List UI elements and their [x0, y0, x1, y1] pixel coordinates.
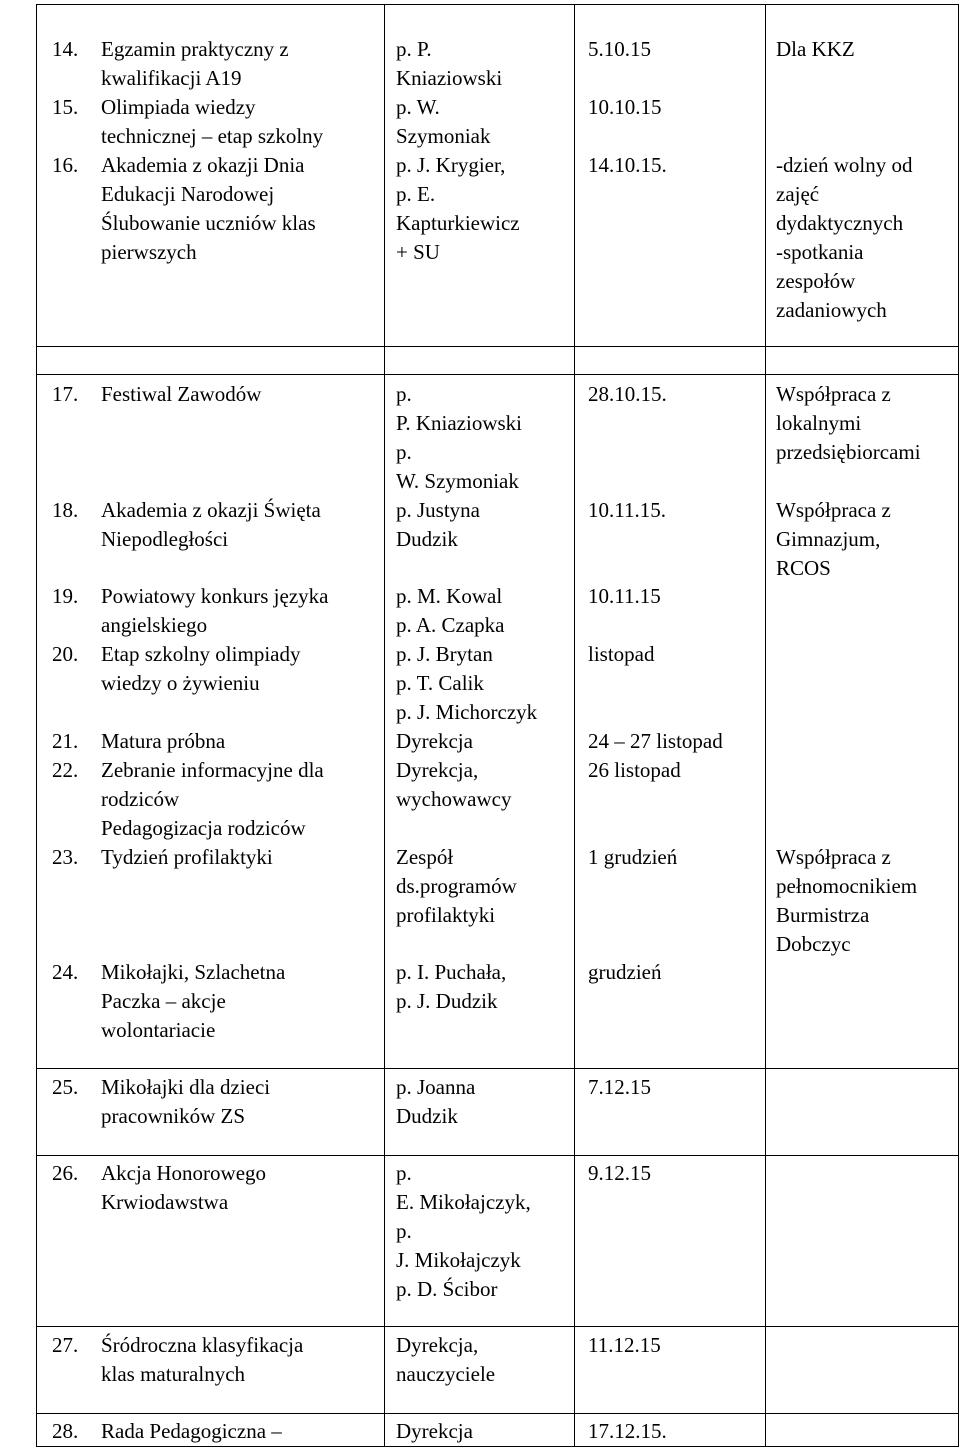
row-number: 21.	[52, 729, 79, 753]
event-note: -dzień wolny od zajęć dydaktycznych -spotkania zespołów zadaniowych	[776, 153, 913, 322]
row-divider	[36, 1068, 958, 1069]
row-divider	[36, 1446, 958, 1447]
event-name: Rada Pedagogiczna –	[101, 1419, 282, 1443]
event-date: 7.12.15	[588, 1075, 651, 1099]
row-number: 17.	[52, 382, 79, 406]
event-date: grudzień	[588, 960, 662, 984]
event-date: 17.12.15.	[588, 1419, 667, 1443]
row-number: 23.	[52, 845, 79, 869]
row-divider	[36, 1413, 958, 1414]
event-date: 10.11.15.	[588, 498, 666, 522]
responsible-person: p. M. Kowal p. A. Czapka	[396, 584, 505, 637]
event-date: 26 listopad	[588, 758, 681, 782]
event-name: Tydzień profilaktyki	[101, 845, 273, 869]
row-divider	[36, 1326, 958, 1327]
row-number: 16.	[52, 153, 79, 177]
responsible-person: p. Justyna Dudzik	[396, 498, 480, 551]
event-date: 9.12.15	[588, 1161, 651, 1185]
event-date: 10.11.15	[588, 584, 661, 608]
event-name: Powiatowy konkurs języka angielskiego	[101, 584, 329, 637]
event-date: 24 – 27 listopad	[588, 729, 723, 753]
row-number: 20.	[52, 642, 79, 666]
event-note: Współpraca z Gimnazjum, RCOS	[776, 498, 891, 580]
event-name: Mikołajki, Szlachetna Paczka – akcje wolontariacie	[101, 960, 286, 1042]
column-divider	[765, 4, 766, 1447]
row-number: 19.	[52, 584, 79, 608]
row-divider	[36, 374, 958, 375]
event-name: Olimpiada wiedzy technicznej – etap szkolny	[101, 95, 324, 148]
event-name: Akcja Honorowego Krwiodawstwa	[101, 1161, 267, 1214]
event-date: 28.10.15.	[588, 382, 667, 406]
event-name: Akademia z okazji Święta Niepodległości	[101, 498, 321, 551]
responsible-person: p. P. Kniaziowski p. W. Szymoniak	[396, 382, 522, 493]
responsible-person: p. Joanna Dudzik	[396, 1075, 476, 1128]
row-number: 26.	[52, 1161, 79, 1185]
event-name: Zebranie informacyjne dla rodziców Pedagogizacja rodziców	[101, 758, 324, 840]
responsible-person: p. W. Szymoniak	[396, 95, 491, 148]
event-name: Etap szkolny olimpiady wiedzy o żywieniu	[101, 642, 301, 695]
row-number: 18.	[52, 498, 79, 522]
event-date: 11.12.15	[588, 1333, 661, 1357]
event-name: Matura próbna	[101, 729, 226, 753]
row-divider	[36, 1155, 958, 1156]
responsible-person: p. J. Brytan p. T. Calik p. J. Michorczyk	[396, 642, 538, 724]
row-number: 28.	[52, 1419, 79, 1443]
responsible-person: Dyrekcja, wychowawcy	[396, 758, 512, 811]
responsible-person: p. I. Puchała, p. J. Dudzik	[396, 960, 507, 1013]
responsible-person: Dyrekcja	[396, 729, 473, 753]
event-date: 1 grudzień	[588, 845, 678, 869]
event-date: 5.10.15	[588, 37, 651, 61]
row-number: 14.	[52, 37, 79, 61]
row-number: 22.	[52, 758, 79, 782]
column-divider	[36, 4, 37, 1447]
row-number: 24.	[52, 960, 79, 984]
event-name: Festiwal Zawodów	[101, 382, 262, 406]
event-date: listopad	[588, 642, 655, 666]
responsible-person: p. P. Kniaziowski	[396, 37, 503, 90]
column-divider	[384, 4, 385, 1447]
row-divider	[36, 346, 958, 347]
row-number: 25.	[52, 1075, 79, 1099]
event-name: Egzamin praktyczny z kwalifikacji A19	[101, 37, 289, 90]
responsible-person: Zespół ds.programów profilaktyki	[396, 845, 517, 927]
event-note: Dla KKZ	[776, 37, 855, 61]
row-number: 15.	[52, 95, 79, 119]
responsible-person: Dyrekcja	[396, 1419, 473, 1443]
event-name: Śródroczna klasyfikacja klas maturalnych	[101, 1333, 304, 1386]
row-number: 27.	[52, 1333, 79, 1357]
event-name: Mikołajki dla dzieci pracowników ZS	[101, 1075, 271, 1128]
event-name: Akademia z okazji Dnia Edukacji Narodowej Ślubowanie uczniów klas pierwszych	[101, 153, 316, 264]
responsible-person: p. E. Mikołajczyk, p. J. Mikołajczyk p. D. Ścibor	[396, 1161, 531, 1301]
event-note: Współpraca z pełnomocnikiem Burmistrza Dobczyc	[776, 845, 918, 956]
column-divider	[958, 4, 959, 1447]
event-note: Współpraca z lokalnymi przedsiębiorcami	[776, 382, 921, 464]
event-date: 14.10.15.	[588, 153, 667, 177]
responsible-person: Dyrekcja, nauczyciele	[396, 1333, 496, 1386]
responsible-person: p. J. Krygier, p. E. Kapturkiewicz + SU	[396, 153, 520, 264]
table-border-top	[36, 4, 958, 5]
event-date: 10.10.15	[588, 95, 662, 119]
